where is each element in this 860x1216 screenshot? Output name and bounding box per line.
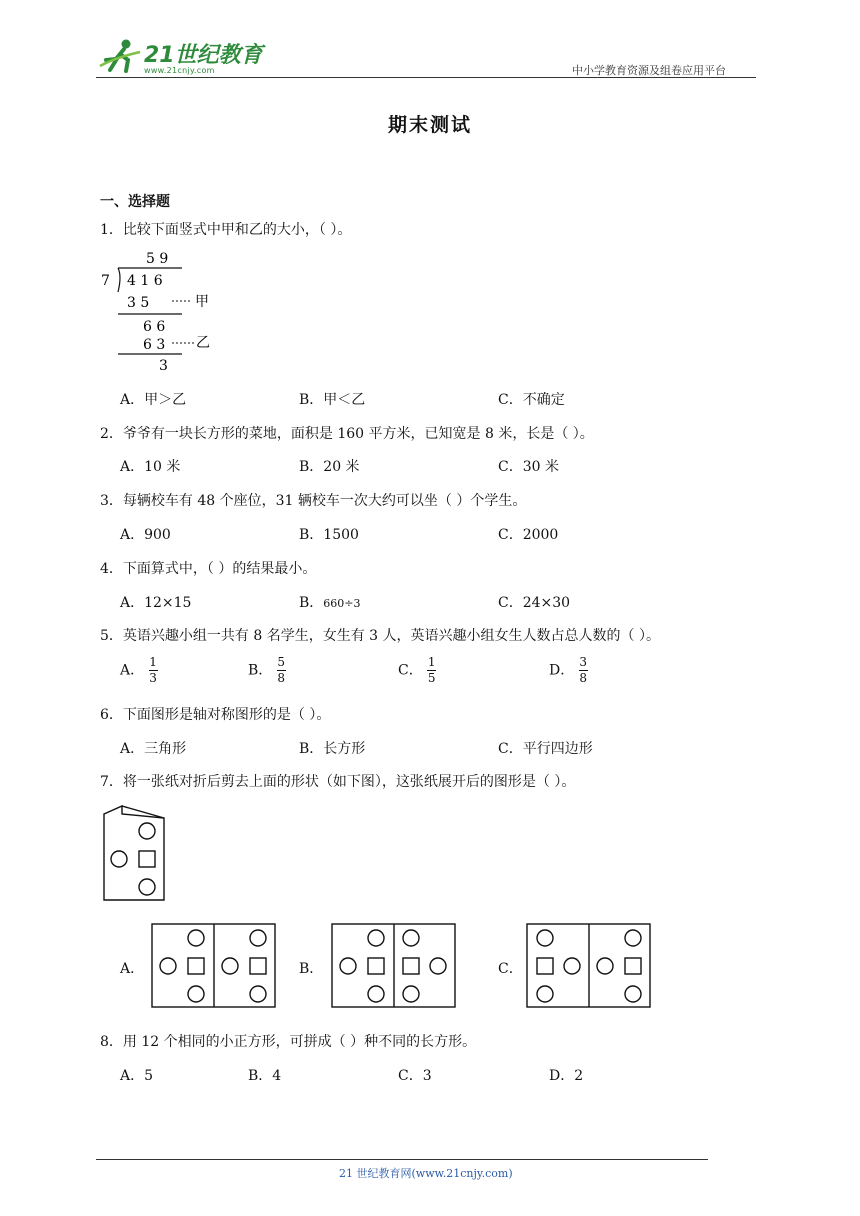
option-b[interactable]	[299, 592, 361, 612]
option-b[interactable]: B．1500	[299, 527, 359, 543]
option-label: D．	[549, 662, 575, 679]
option-c[interactable]: C．24×30	[498, 595, 571, 611]
question-stem: 1．比较下面竖式中甲和乙的大小，（ ）。	[100, 222, 352, 238]
option-b[interactable]: B．甲＜乙	[299, 392, 366, 408]
division-label-yi: 乙	[196, 335, 210, 351]
question-stem: 2．爷爷有一块长方形的菜地，面积是 160 平方米，已知宽是 8 米，长是（ ）。	[100, 426, 594, 442]
division-remainder2: 3	[159, 358, 168, 374]
division-divisor: 7	[101, 273, 110, 289]
question-stem: 4．下面算式中，（ ）的结果最小。	[100, 561, 317, 577]
division-dividend: 4 1 6	[127, 273, 163, 289]
long-division-figure	[96, 246, 226, 376]
logo-brand-text: 21世纪教育	[144, 43, 263, 68]
runner-logo-icon	[96, 38, 144, 74]
option-c[interactable]: C．	[498, 961, 523, 977]
question-stem: 7．将一张纸对折后剪去上面的形状（如下图），这张纸展开后的图形是（ ）。	[100, 774, 576, 790]
section-title: 一、选择题	[100, 194, 170, 210]
option-b-expression: 660÷3	[323, 597, 361, 610]
option-label: B．	[248, 662, 273, 679]
option-d[interactable]: D．2	[549, 1068, 584, 1084]
option-a[interactable]	[120, 656, 158, 685]
option-d[interactable]	[549, 656, 588, 685]
page-title: 期末测试	[388, 114, 473, 136]
option-b-label: B．	[299, 595, 324, 611]
fraction-numerator: 1	[427, 655, 436, 669]
option-b[interactable]: B．20 米	[299, 459, 360, 475]
option-b[interactable]: B．	[299, 961, 324, 977]
option-a-figure[interactable]	[151, 923, 277, 1009]
option-a[interactable]: A．三角形	[120, 741, 187, 757]
option-a[interactable]: A．5	[120, 1068, 154, 1084]
option-a[interactable]: A．甲＞乙	[120, 392, 187, 408]
option-c[interactable]: C．3	[398, 1068, 432, 1084]
fraction-denominator: 8	[579, 671, 587, 685]
division-remainder1: 6 6	[143, 319, 166, 335]
option-b[interactable]: B．长方形	[299, 741, 366, 757]
footer-text[interactable]: 21 世纪教育网(www.21cnjy.com)	[339, 1167, 513, 1180]
header-divider	[96, 77, 756, 78]
option-label: A．	[120, 662, 145, 679]
fraction-denominator: 3	[149, 671, 157, 685]
option-c[interactable]	[398, 656, 436, 685]
option-b-figure[interactable]	[331, 923, 457, 1009]
option-c[interactable]: C．2000	[498, 527, 559, 543]
option-b[interactable]	[248, 656, 286, 685]
fraction-numerator: 5	[277, 655, 286, 669]
division-step1: 3 5	[127, 295, 150, 311]
platform-text: 中小学教育资源及组卷应用平台	[572, 64, 726, 77]
option-c[interactable]: C．平行四边形	[498, 741, 593, 757]
fraction-denominator: 5	[427, 671, 436, 685]
division-label-jia: 甲	[195, 294, 209, 310]
fraction	[579, 656, 588, 685]
option-a[interactable]: A．	[120, 961, 145, 977]
logo-url-text: www.21cnjy.com	[144, 66, 215, 75]
option-b[interactable]: B．4	[248, 1068, 282, 1084]
fraction	[149, 656, 158, 685]
fraction	[277, 656, 286, 685]
question-stem: 5．英语兴趣小组一共有 8 名学生，女生有 3 人，英语兴趣小组女生人数占总人数的（ ）。	[100, 628, 660, 644]
question-stem: 8．用 12 个相同的小正方形，可拼成（ ）种不同的长方形。	[100, 1034, 477, 1050]
fraction-numerator: 1	[149, 655, 157, 669]
option-c[interactable]: C．不确定	[498, 392, 565, 408]
option-c-figure[interactable]	[526, 923, 652, 1009]
fraction-numerator: 3	[579, 655, 587, 669]
division-step2: 6 3	[143, 337, 166, 353]
option-a[interactable]: A．12×15	[120, 595, 192, 611]
option-c[interactable]: C．30 米	[498, 459, 559, 475]
question-stem: 6．下面图形是轴对称图形的是（ ）。	[100, 707, 331, 723]
footer-divider	[96, 1159, 708, 1160]
question-stem: 3．每辆校车有 48 个座位，31 辆校车一次大约可以坐（ ）个学生。	[100, 493, 527, 509]
fraction-denominator: 8	[277, 671, 286, 685]
fraction	[427, 656, 436, 685]
option-a[interactable]: A．10 米	[120, 459, 181, 475]
folded-paper-figure	[100, 802, 170, 904]
option-a[interactable]: A．900	[120, 527, 171, 543]
division-quotient: 5 9	[146, 251, 169, 267]
option-label: C．	[398, 662, 423, 679]
logo	[96, 36, 266, 76]
